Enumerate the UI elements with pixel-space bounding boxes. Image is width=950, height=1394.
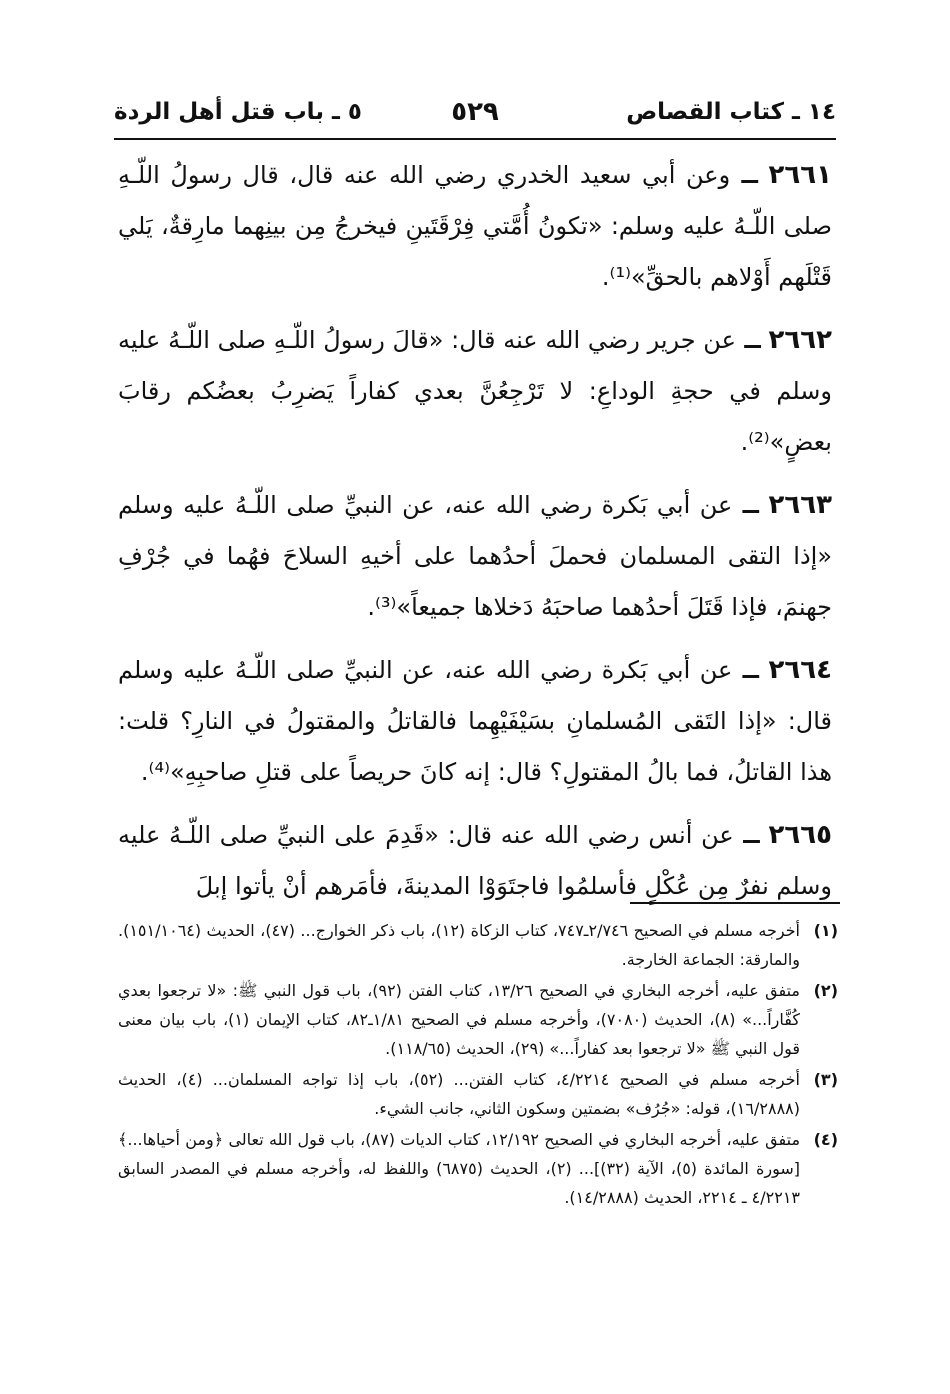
hadith-text: عن أنس رضي الله عنه قال: «قَدِمَ على النبيِّ صلى اللّـهُ عليه وسلم نفرٌ مِن عُكْلٍ فأسلمُوا فاجتَوَوْا المدينةَ، فأمَرهم أنْ يأتوا إبلَ [118, 821, 832, 900]
hadith-2661 [118, 150, 832, 303]
footnote-text: متفق عليه، أخرجه البخاري في الصحيح ١٣/٢٦، كتاب الفتن (٩٢)، باب قول النبي ﷺ: «لا ترجعوا بعدي كُفَّاراً...» (٨)، الحديث (٧٠٨٠)، وأخرجه مسلم في الصحيح ١/٨١ـ٨٢، كتاب الإيمان (١)، باب بيان معنى قول النبي ﷺ «لا ترجعوا بعد كفاراً...» (٢٩)، الحديث (١١٨/٦٥). [118, 981, 801, 1058]
hadith-dash: ــ [733, 821, 760, 849]
footnote-number: (١) [813, 921, 838, 940]
footnote-number: (٣) [813, 1070, 838, 1089]
footnote-text: متفق عليه، أخرجه البخاري في الصحيح ١٢/١٩٢، كتاب الديات (٨٧)، باب قول الله تعالى ﴿ومن أحياها...﴾ [سورة المائدة (٥)، الآية (٣٢)]... (٢)، الحديث (٦٨٧٥) واللفظ له، وأخرجه مسلم في المصدر السابق ٤/٢٢١٣ ـ ٢٢١٤، الحديث (١٤/٢٨٨٨). [118, 1130, 801, 1207]
footnote-1 [118, 916, 838, 974]
footnote-number: (٤) [813, 1130, 838, 1149]
hadith-number: ٢٦٦٤ [768, 655, 832, 685]
footnotes [118, 916, 838, 1214]
hadith-dash: ــ [732, 656, 759, 684]
hadith-2662 [118, 315, 832, 468]
hadith-2663 [118, 480, 832, 633]
chapter-title: ١٤ ـ كتاب القصاص [626, 99, 836, 125]
hadith-2664 [118, 645, 832, 798]
hadith-number: ٢٦٦٢ [768, 325, 832, 355]
page-number: ٥٢٩ [451, 97, 499, 127]
footnote-number: (٢) [813, 981, 838, 1000]
hadith-dash: ــ [732, 491, 759, 519]
hadith-2665 [118, 810, 832, 912]
footnote-2 [118, 976, 838, 1063]
hadith-text: وعن أبي سعيد الخدري رضي الله عنه قال، قال رسولُ اللّـهِ صلى اللّـهُ عليه وسلم: «تكونُ أُمَّتي فِرْقَتَينِ فيخرجُ مِن بينِهما مارِقةٌ، يَلي قَتْلَهم أَوْلاهم بالحقِّ»⁽¹⁾. [118, 161, 832, 291]
hadith-dash: ــ [730, 161, 758, 189]
hadith-dash: ــ [735, 326, 761, 354]
hadith-number: ٢٦٦٣ [768, 490, 832, 520]
footnote-text: أخرجه مسلم في الصحيح ٤/٢٢١٤، كتاب الفتن... (٥٢)، باب إذا تواجه المسلمان... (٤)، الحديث (١٦/٢٨٨٨)، قوله: «جُرُف» بضمتين وسكون الثاني، جانب الشيء. [118, 1070, 801, 1118]
footnote-divider [630, 902, 840, 904]
footnote-text: أخرجه مسلم في الصحيح ٢/٧٤٦ـ٧٤٧، كتاب الزكاة (١٢)، باب ذكر الخوارج... (٤٧)، الحديث (١٥١/١٠٦٤). والمارقة: الجماعة الخارجة. [118, 921, 801, 969]
hadith-number: ٢٦٦١ [768, 160, 832, 190]
header-divider [114, 138, 836, 140]
section-title: ٥ ـ باب قتل أهل الردة [114, 99, 362, 125]
hadith-text: عن أبي بَكرة رضي الله عنه، عن النبيِّ صلى اللّـهُ عليه وسلم «إذا التقى المسلمان فحملَ أحدُهما على أخيهِ السلاحَ فهُما في جُرْفِ جهنمَ، فإذا قَتَلَ أحدُهما صاحبَهُ دَخلاها جميعاً»⁽³⁾. [118, 491, 832, 621]
footnote-3 [118, 1065, 838, 1123]
hadith-number: ٢٦٦٥ [768, 820, 832, 850]
hadith-text: عن أبي بَكرة رضي الله عنه، عن النبيِّ صلى اللّـهُ عليه وسلم قال: «إذا التَقى المُسلمانِ بسَيْفَيْهِما فالقاتلُ والمقتولُ في النارِ؟ قلت: هذا القاتلُ، فما بالُ المقتولِ؟ قال: إنه كانَ حريصاً على قتلِ صاحبِهِ»⁽⁴⁾. [118, 656, 832, 786]
footnote-4 [118, 1125, 838, 1212]
main-text [118, 150, 832, 924]
hadith-text: عن جرير رضي الله عنه قال: «قالَ رسولُ اللّـهِ صلى اللّـهُ عليه وسلم في حجةِ الوداعِ: لا تَرْجِعُنَّ بعدي كفاراً يَضرِبُ بعضُكم رقابَ بعضٍ»⁽²⁾. [118, 326, 832, 456]
running-header [114, 96, 836, 140]
